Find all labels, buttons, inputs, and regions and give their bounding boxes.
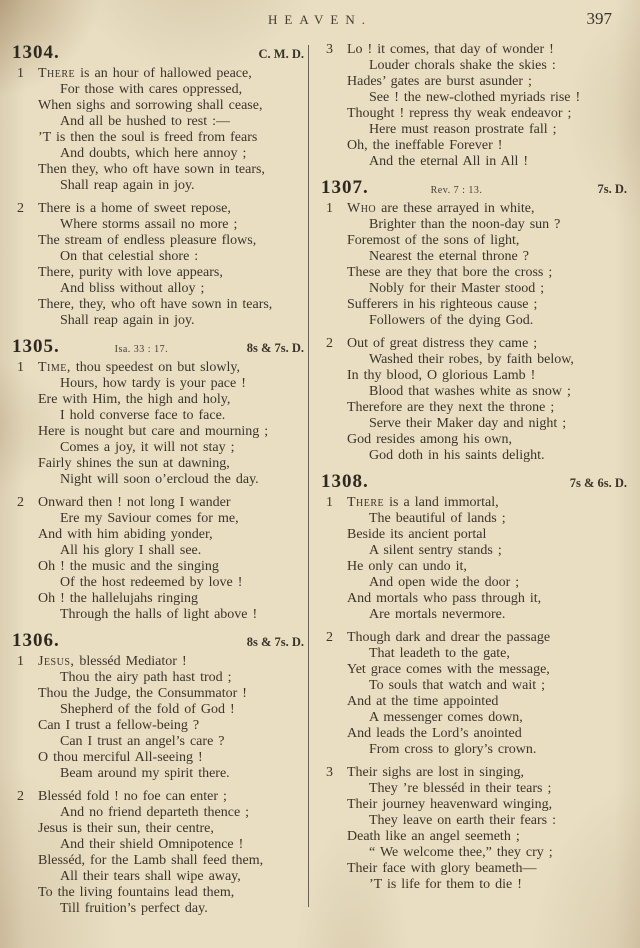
- verse-line: Can I trust a fellow-being ?: [38, 718, 200, 733]
- verse-line: He only can undo it,: [347, 559, 467, 574]
- verse-line: Through the halls of light above !: [60, 607, 258, 622]
- verse-line: Louder chorals shake the skies :: [369, 58, 556, 73]
- verse-line: A messenger comes down,: [369, 710, 523, 725]
- verse-number: 1: [326, 495, 333, 510]
- verse-line: In thy blood, O glorious Lamb !: [347, 368, 536, 383]
- verse-line: For those with cares oppressed,: [60, 82, 243, 97]
- verse-line: Hours, how tardy is your pace !: [60, 376, 246, 391]
- verse: [12, 789, 306, 917]
- verse-line: Blood that washes white as snow ;: [369, 384, 571, 399]
- verse-line: Where storms assail no more ;: [60, 217, 238, 232]
- verse-line: “ We welcome thee,” they cry ;: [369, 845, 553, 860]
- verse-line: When sighs and sorrowing shall cease,: [38, 98, 263, 113]
- verse-line: Shall reap again in joy.: [60, 313, 195, 328]
- scripture-reference: Rev. 7 : 13.: [430, 185, 483, 196]
- hymn-number: 1306.: [12, 630, 60, 651]
- verse-number: 2: [17, 201, 24, 216]
- running-head: HEAVEN.: [267, 12, 372, 27]
- verse-line: And at the time appointed: [347, 694, 499, 709]
- verse-line: Beside its ancient portal: [347, 527, 487, 542]
- verse-lead-word: There: [38, 66, 76, 81]
- verse-line: Here is nought but care and mourning ;: [38, 424, 269, 439]
- verse-line: They ’re blesséd in their tears ;: [369, 781, 552, 796]
- verse-line: Blesséd, for the Lamb shall feed them,: [38, 853, 264, 868]
- verse-line: Sufferers in his righteous cause ;: [347, 297, 538, 312]
- verse-line: That leadeth to the gate,: [369, 646, 510, 661]
- verse-line: Nobly for their Master stood ;: [369, 281, 545, 296]
- verse: [12, 495, 306, 623]
- verse-line: Can I trust an angel’s care ?: [60, 734, 225, 749]
- verse-line: Out of great distress they came ;: [347, 336, 538, 351]
- verse-line: Shall reap again in joy.: [60, 178, 195, 193]
- verse-line: And all be hushed to rest :—: [60, 114, 230, 129]
- verse-line: God resides among his own,: [347, 432, 513, 447]
- hymn-heading: [321, 471, 629, 493]
- hymn-meter: 8s & 7s. D.: [246, 635, 304, 649]
- verse: [12, 360, 306, 488]
- verse-line: Jesus is their sun, their centre,: [38, 821, 214, 836]
- verse-line: Jesus, blesséd Mediator !: [38, 654, 187, 669]
- verse-line: And no friend departeth thence ;: [60, 805, 250, 820]
- verse-line: There, they, who oft have sown in tears,: [38, 297, 273, 312]
- verse-line: Hades’ gates are burst asunder ;: [347, 74, 532, 89]
- verse-line: Thou the Judge, the Consummator !: [38, 686, 247, 701]
- verse-line: These are they that bore the cross ;: [347, 265, 553, 280]
- verse-line: Shepherd of the fold of God !: [60, 702, 235, 717]
- verse-lead-word: Jesus,: [38, 654, 75, 669]
- verse-line: And their shield Omnipotence !: [60, 837, 244, 852]
- verse-line: Blesséd fold ! no foe can enter ;: [38, 789, 227, 804]
- verse-line: All their tears shall wipe away,: [60, 869, 241, 884]
- verse-lead-word: There: [347, 495, 385, 510]
- verse-number: 1: [326, 201, 333, 216]
- verse: [12, 654, 306, 782]
- hymn-meter: 8s & 7s. D.: [246, 341, 304, 355]
- verse-line: A silent sentry stands ;: [369, 543, 502, 558]
- verse-line: And leads the Lord’s anointed: [347, 726, 522, 741]
- verse-line: And bliss without alloy ;: [60, 281, 205, 296]
- verse-line: Therefore are they next the throne ;: [347, 400, 555, 415]
- verse: [321, 336, 629, 464]
- verse-line: Oh ! the hallelujahs ringing: [38, 591, 198, 606]
- verse: [321, 495, 629, 623]
- verse-line: And doubts, which here annoy ;: [60, 146, 247, 161]
- verse-line: There is a home of sweet repose,: [38, 201, 231, 216]
- verse: [12, 201, 306, 329]
- verse-number: 2: [326, 336, 333, 351]
- verse-line: Ere with Him, the high and holy,: [38, 392, 231, 407]
- column-right: [321, 42, 629, 900]
- verse-line: ’T is life for them to die !: [369, 877, 522, 892]
- verse-line: All his glory I shall see.: [60, 543, 202, 558]
- verse-number: 1: [17, 66, 24, 81]
- verse-line: They leave on earth their fears :: [369, 813, 557, 828]
- hymn-number: 1308.: [321, 471, 369, 492]
- verse-lead-word: Who: [347, 201, 377, 216]
- verse: [321, 42, 629, 170]
- verse-line: And mortals who pass through it,: [347, 591, 542, 606]
- verse-line: Oh, the ineffable Forever !: [347, 138, 503, 153]
- verse-line: Death like an angel seemeth ;: [347, 829, 520, 844]
- verse-number: 2: [17, 789, 24, 804]
- verse-line: And the eternal All in All !: [369, 154, 529, 169]
- verse: [321, 201, 629, 329]
- verse-line: Followers of the dying God.: [369, 313, 534, 328]
- verse-line: Beam around my spirit there.: [60, 766, 230, 781]
- verse-line: Here must reason prostrate fall ;: [369, 122, 557, 137]
- verse-number: 1: [17, 654, 24, 669]
- hymn-meter: C. M. D.: [258, 47, 304, 61]
- hymn-meter: 7s & 6s. D.: [569, 476, 627, 490]
- verse-line: Oh ! the music and the singing: [38, 559, 219, 574]
- verse-line: Their journey heavenward winging,: [347, 797, 553, 812]
- verse-line: Then they, who oft have sown in tears,: [38, 162, 265, 177]
- verse-number: 2: [17, 495, 24, 510]
- column-divider-rule: [308, 45, 309, 907]
- verse-line: Thou the airy path hast trod ;: [60, 670, 232, 685]
- verse-line: To the living fountains lead them,: [38, 885, 235, 900]
- verse-line: Their face with glory beameth—: [347, 861, 537, 876]
- verse-line: Their sighs are lost in singing,: [347, 765, 525, 780]
- verse-line: And with him abiding yonder,: [38, 527, 213, 542]
- hymn-meter: 7s. D.: [597, 182, 627, 196]
- column-left: [12, 42, 306, 924]
- verse-line: Lo ! it comes, that day of wonder !: [347, 42, 554, 57]
- hymn-number: 1307.: [321, 177, 369, 198]
- verse-line: There is an hour of hallowed peace,: [38, 66, 252, 81]
- verse-line: Ere my Saviour comes for me,: [60, 511, 239, 526]
- hymn-number: 1304.: [12, 42, 60, 63]
- verse-line: From cross to glory’s crown.: [369, 742, 537, 757]
- verse-line: Time, thou speedest on but slowly,: [38, 360, 241, 375]
- verse-line: On that celestial shore :: [60, 249, 199, 264]
- scripture-reference: Isa. 33 : 17.: [114, 344, 169, 355]
- verse-line: The stream of endless pleasure flows,: [38, 233, 257, 248]
- verse-line: Onward then ! not long I wander: [38, 495, 231, 510]
- verse-line: See ! the new-clothed myriads rise !: [369, 90, 581, 105]
- verse-line: Till fruition’s perfect day.: [60, 901, 208, 916]
- hymn-heading: [321, 177, 629, 199]
- verse-line: Yet grace comes with the message,: [347, 662, 550, 677]
- verse-number: 2: [326, 630, 333, 645]
- verse-line: I hold converse face to face.: [60, 408, 226, 423]
- verse-line: The beautiful of lands ;: [369, 511, 506, 526]
- verse-line: Fairly shines the sun at dawning,: [38, 456, 230, 471]
- verse-line: Serve their Maker day and night ;: [369, 416, 567, 431]
- hymn-heading: [12, 336, 306, 358]
- verse-line: Are mortals nevermore.: [369, 607, 506, 622]
- verse-line: O thou merciful All-seeing !: [38, 750, 203, 765]
- verse-number: 3: [326, 765, 333, 780]
- page-number: 397: [586, 9, 612, 28]
- verse-line: Washed their robes, by faith below,: [369, 352, 574, 367]
- verse-line: Of the host redeemed by love !: [60, 575, 243, 590]
- verse: [321, 765, 629, 893]
- verse-line: ’T is then the soul is freed from fears: [38, 130, 258, 145]
- verse-line: Comes a joy, it will not stay ;: [60, 440, 235, 455]
- verse-line: Nearest the eternal throne ?: [369, 249, 529, 264]
- verse: [12, 66, 306, 194]
- hymn-number: 1305.: [12, 336, 60, 357]
- verse-line: And open wide the door ;: [369, 575, 520, 590]
- verse-line: Brighter than the noon-day sun ?: [369, 217, 561, 232]
- verse-line: There, purity with love appears,: [38, 265, 223, 280]
- verse-line: Foremost of the sons of light,: [347, 233, 520, 248]
- verse-number: 1: [17, 360, 24, 375]
- verse-line: Night will soon o’ercloud the day.: [60, 472, 259, 487]
- hymn-heading: [12, 630, 306, 652]
- verse-line: There is a land immortal,: [347, 495, 499, 510]
- verse-line: Thought ! repress thy weak endeavor ;: [347, 106, 572, 121]
- verse-lead-word: Time,: [38, 360, 71, 375]
- verse-line: To souls that watch and wait ;: [369, 678, 545, 693]
- verse: [321, 630, 629, 758]
- verse-number: 3: [326, 42, 333, 57]
- hymn-heading: [12, 42, 306, 64]
- verse-line: God doth in his saints delight.: [369, 448, 545, 463]
- verse-line: Though dark and drear the passage: [347, 630, 551, 645]
- verse-line: Who are these arrayed in white,: [347, 201, 535, 216]
